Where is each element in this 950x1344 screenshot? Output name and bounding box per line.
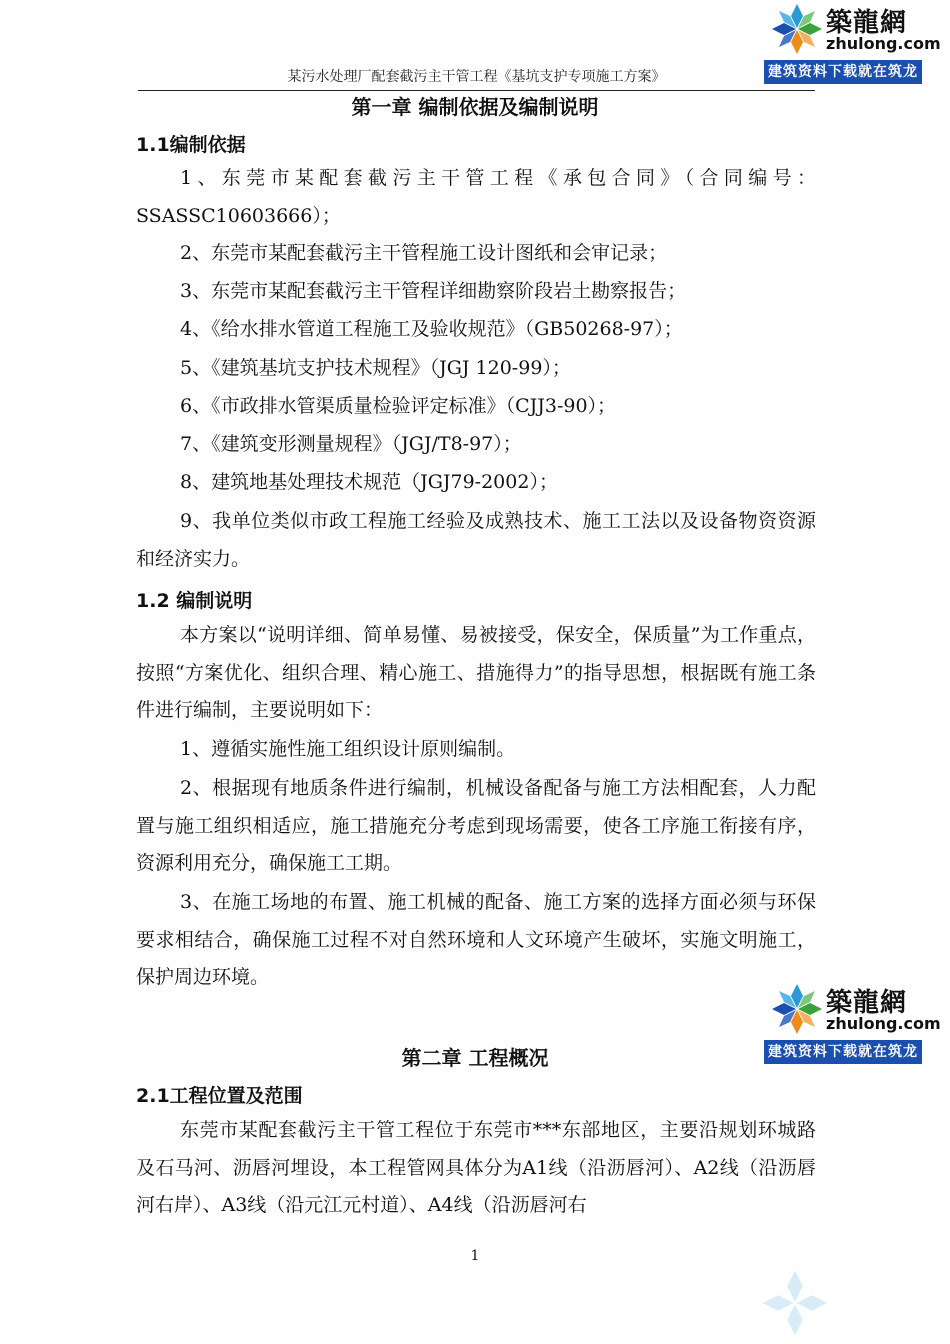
basis-item-6: 6、《市政排水管渠质量检验评定标准》（CJJ3-90）； [180,395,617,417]
logo-brand-cn: 築龍網 [826,988,908,1018]
logo-banner: 建筑资料下载就在筑龙网 [764,1040,922,1064]
explanation-item-2: 2、根据现有地质条件进行编制，机械设备配备与施工方法相配套，人力配置与施工组织相适应，施工措施充分考虑到现场需要，使各工序施工衔接有序，资源利用充分，确保施工工期。 [136,777,816,874]
basis-item-5: 5、《建筑基坑支护技术规程》（JGJ 120-99）； [180,357,571,379]
basis-item-8: 8、建筑地基处理技术规范（JGJ79-2002）； [180,471,558,493]
explanation-intro: 本方案以“说明详细、简单易懂、易被接受，保安全，保质量”为工作重点，按照“方案优化、组织合理、精心施工、措施得力”的指导思想，根据既有施工条件进行编制，主要说明如下： [136,624,816,721]
location-paragraph: 东莞市某配套截污主干管工程位于东莞市***东部地区，主要沿规划环城路及石马河、沥唇河埋设，本工程管网具体分为A1线（沿沥唇河）、A2线（沿沥唇河右岸）、A3线（沿元江元村道）、A4线（沿沥唇河右 [136,1119,816,1216]
section-1-2-heading: 1.2 编制说明 [136,590,253,612]
basis-item-9: 9、我单位类似市政工程施工经验及成熟技术、施工工法以及设备物资资源和经济实力。 [136,510,816,570]
snowflake-logo-icon [770,2,824,56]
chapter-1-title: 第一章 编制依据及编制说明 [351,95,599,119]
basis-item-2: 2、东莞市某配套截污主干管程施工设计图纸和会审记录； [180,242,668,264]
page-number: 1 [470,1248,480,1264]
running-header: 某污水处理厂配套截污主干管工程《基坑支护专项施工方案》 [287,69,666,85]
basis-item-1: 1、东莞市某配套截污主干管工程《承包合同》（合同编号：SSASSC10603666）； [136,167,816,227]
explanation-item-3: 3、在施工场地的布置、施工机械的配备、施工方案的选择方面必须与环保要求相结合，确保施工过程不对自然环境和人文环境产生破坏，实施文明施工，保护周边环境。 [136,891,816,988]
chapter-2-title: 第二章 工程概况 [401,1046,549,1070]
logo-brand-en: zhulong.com [826,34,941,53]
watermark-snowflake-icon [760,1268,830,1338]
logo-brand-cn: 築龍網 [826,8,908,38]
basis-item-3: 3、东莞市某配套截污主干管程详细勘察阶段岩土勘察报告； [180,280,687,302]
section-1-1-heading: 1.1编制依据 [136,134,246,156]
section-2-1-heading: 2.1工程位置及范围 [136,1085,303,1107]
basis-item-7: 7、《建筑变形测量规程》（JGJ/T8-97）； [180,433,522,455]
basis-item-4: 4、《给水排水管道工程施工及验收规范》（GB50268-97）； [180,318,683,340]
snowflake-logo-icon [770,982,824,1036]
logo-brand-en: zhulong.com [826,1014,941,1033]
logo-banner: 建筑资料下载就在筑龙网 [764,60,922,84]
explanation-item-1: 1、遵循实施性施工组织设计原则编制。 [180,738,516,760]
